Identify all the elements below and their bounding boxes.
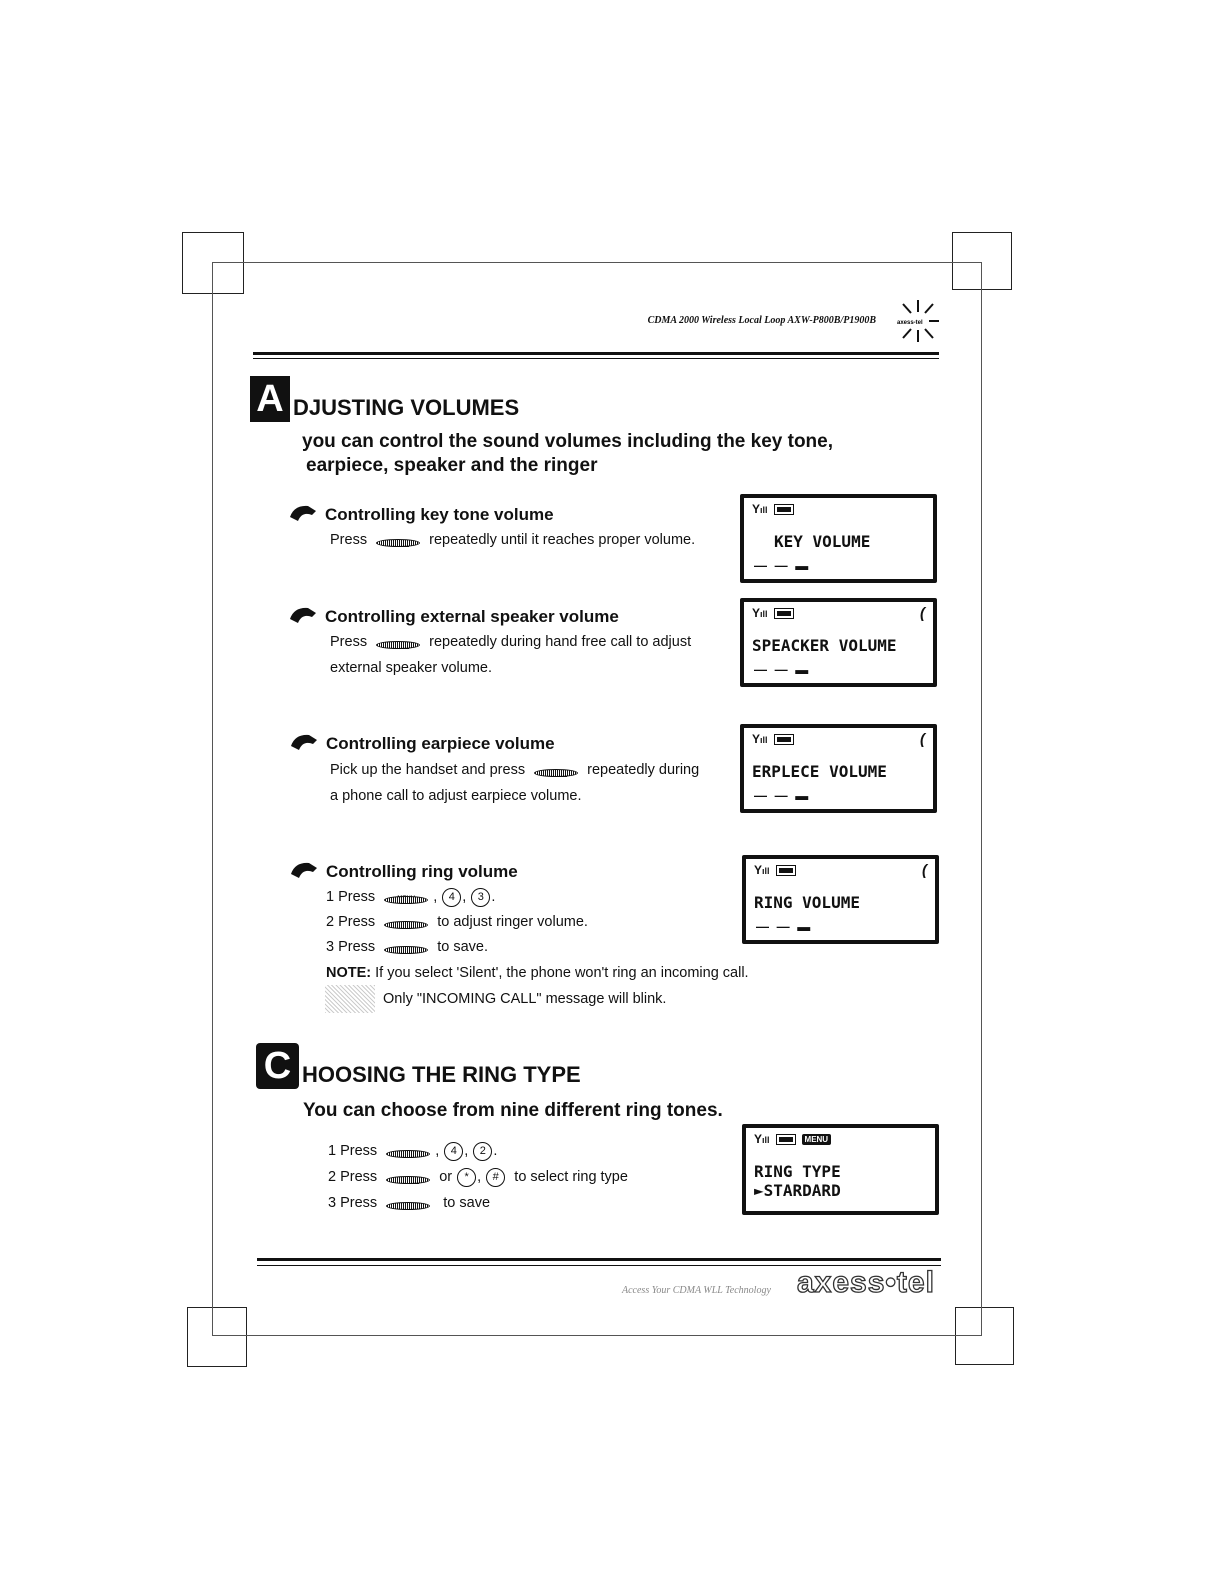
- menu-key-icon: [384, 1143, 432, 1159]
- volume-key-icon: [382, 914, 430, 930]
- item2-text-line2: external speaker volume.: [330, 660, 492, 676]
- lcd-speaker-volume-bars: — — ▬: [754, 662, 811, 677]
- section-a-title: DJUSTING VOLUMES: [293, 395, 520, 420]
- note-line1: NOTE: If you select 'Silent', the phone won't ring an incoming call.: [326, 965, 749, 981]
- volume-key-icon: [374, 532, 422, 548]
- item3-title: Controlling earpiece volume: [326, 734, 555, 753]
- volume-key-icon: [382, 939, 430, 955]
- battery-icon: [774, 734, 794, 745]
- lcd-key-volume: [740, 494, 937, 583]
- logo-small-text: axess-tel: [897, 320, 923, 326]
- lcd-speaker-volume: [740, 598, 937, 687]
- phone-bullet-icon: [288, 605, 318, 630]
- battery-icon: [774, 608, 794, 619]
- signal-icon: Yıll: [754, 863, 770, 877]
- item3-text-line2: a phone call to adjust earpiece volume.: [330, 788, 582, 804]
- handset-icon: (: [920, 605, 925, 622]
- lcd-speaker-volume-label: SPEACKER VOLUME: [752, 636, 897, 655]
- digit-key-icon: 4: [442, 888, 461, 907]
- lcd-ring-volume-label: RING VOLUME: [754, 893, 860, 912]
- battery-icon: [776, 865, 796, 876]
- handset-icon: (: [922, 862, 927, 879]
- item2-text: Press repeatedly during hand free call to adjust external speaker volume.: [330, 629, 691, 681]
- note-label: NOTE:: [326, 965, 372, 981]
- lcd-ring-type: [742, 1124, 939, 1215]
- lcd-menu-tag: MENU: [802, 1134, 832, 1145]
- signal-icon: Yıll: [754, 1132, 770, 1146]
- footer-brand: axess•tel: [797, 1266, 935, 1299]
- menu-key-icon: [382, 889, 430, 905]
- note-line2: Only "INCOMING CALL" message will blink.: [383, 991, 667, 1007]
- footer-tagline: Access Your CDMA WLL Technology: [622, 1285, 771, 1296]
- section-c-title: HOOSING THE RING TYPE: [302, 1062, 581, 1087]
- signal-icon: Yıll: [752, 502, 768, 516]
- lcd-earpiece-volume: [740, 724, 937, 813]
- lcd-key-volume-label: KEY VOLUME: [774, 532, 871, 551]
- section-a-subtitle-line2: earpiece, speaker and the ringer: [306, 455, 598, 476]
- item1-text: Press repeatedly until it reaches proper volume.: [330, 532, 696, 548]
- section-c-steps: 1 Press , 4 , 2 . 2 Press or * , # to select ring type 3 Press to save: [328, 1143, 628, 1211]
- item1-title: Controlling key tone volume: [325, 505, 554, 524]
- item3-text: Pick up the handset and press repeatedly during a phone call to adjust earpiece volume.: [330, 757, 699, 809]
- star-key-icon: *: [457, 1168, 476, 1187]
- item2-title: Controlling external speaker volume: [325, 607, 619, 626]
- volume-key-icon: [532, 762, 580, 778]
- store-key-icon: [384, 1195, 432, 1211]
- header-rule: [253, 352, 939, 355]
- battery-icon: [776, 1134, 796, 1145]
- signal-icon: Yıll: [752, 606, 768, 620]
- lcd-key-volume-bars: — — ▬: [754, 558, 811, 573]
- signal-icon: Yıll: [752, 732, 768, 746]
- digit-key-icon: 2: [473, 1142, 492, 1161]
- item4-steps: 1 Press , 4 , 3 . 2 Press to adjust ringer volume. 3 Press to save.: [326, 889, 588, 955]
- phone-bullet-icon: [289, 860, 319, 885]
- section-a-cap-letter: A: [250, 376, 290, 422]
- lcd-earpiece-volume-label: ERPLECE VOLUME: [752, 762, 887, 781]
- section-a-subtitle-line1: you can control the sound volumes including the key tone,: [302, 431, 834, 452]
- section-c-cap-letter: C: [256, 1043, 299, 1089]
- footer-rule: [257, 1258, 941, 1261]
- phone-bullet-icon: [289, 732, 319, 757]
- lcd-ring-type-line2: ►STARDARD: [754, 1181, 841, 1200]
- lcd-ring-type-line1: RING TYPE: [754, 1162, 841, 1181]
- hash-key-icon: #: [486, 1168, 505, 1187]
- battery-icon: [774, 504, 794, 515]
- volume-key-icon: [384, 1169, 432, 1185]
- header-rule-thin: [253, 358, 939, 359]
- lcd-ring-volume-bars: — — ▬: [756, 919, 813, 934]
- digit-key-icon: 4: [444, 1142, 463, 1161]
- volume-key-icon: [374, 634, 422, 650]
- digit-key-icon: 3: [471, 888, 490, 907]
- doc-title: CDMA 2000 Wireless Local Loop AXW-P800B/P1900B: [647, 315, 876, 326]
- handset-icon: (: [920, 731, 925, 748]
- section-c-subtitle: You can choose from nine different ring tones.: [303, 1100, 723, 1121]
- lcd-ring-volume: [742, 855, 939, 944]
- axesstel-logo-icon: [895, 298, 941, 344]
- lcd-earpiece-volume-bars: — — ▬: [754, 788, 811, 803]
- phone-bullet-icon: [288, 503, 318, 528]
- item4-title: Controlling ring volume: [326, 862, 518, 881]
- note-shade: [325, 985, 375, 1013]
